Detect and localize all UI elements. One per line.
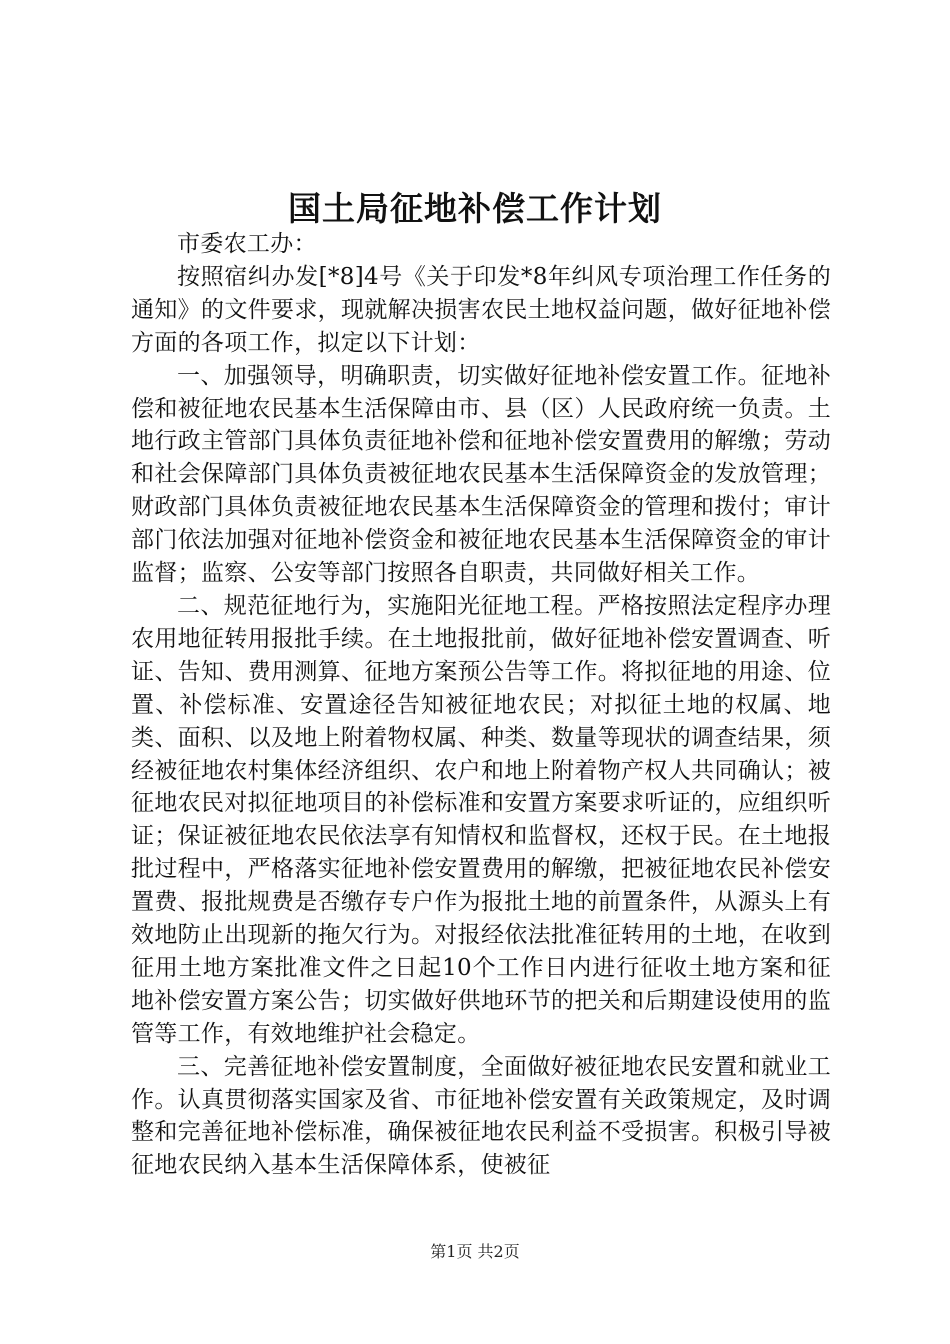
paragraph-intro: 按照宿纠办发[*8]4号《关于印发*8年纠风专项治理工作任务的通知》的文件要求，现就解决损害农民土地权益问题，做好征地补偿方面的各项工作，拟定以下计划：	[131, 263, 831, 356]
paragraph-section-1: 一、加强领导，明确职责，切实做好征地补偿安置工作。征地补偿和被征地农民基本生活保障由市、县（区）人民政府统一负责。土地行政主管部门具体负责征地补偿和征地补偿安置费用的解缴；劳动和社会保障部门具体负责被征地农民基本生活保障资金的发放管理；财政部门具体负责被征地农民基本生活保障资金的管理和拨付；审计部门依法加强对征地补偿资金和被征地农民基本生活保障资金的审计监督；监察、公安等部门按照各自职责，共同做好相关工作。	[131, 362, 831, 587]
paragraph-section-2: 二、规范征地行为，实施阳光征地工程。严格按照法定程序办理农用地征转用报批手续。在土地报批前，做好征地补偿安置调查、听证、告知、费用测算、征地方案预公告等工作。将拟征地的用途、位置、补偿标准、安置途径告知被征地农民；对拟征土地的权属、地类、面积、以及地上附着物权属、种类、数量等现状的调查结果，须经被征地农村集体经济组织、农户和地上附着物产权人共同确认；被征地农民对拟征地项目的补偿标准和安置方案要求听证的，应组织听证；保证被征地农民依法享有知情权和监督权，还权于民。在土地报批过程中，严格落实征地补偿安置费用的解缴，把被征地农民补偿安置费、报批规费是否缴存专户作为报批土地的前置条件，从源头上有效地防止出现新的拖欠行为。对报经依法批准征转用的土地，在收到征用土地方案批准文件之日起10个工作日内进行征收土地方案和征地补偿安置方案公告；切实做好供地环节的把关和后期建设使用的监管等工作，有效地维护社会稳定。	[131, 592, 831, 1047]
paragraph-section-3: 三、完善征地补偿安置制度，全面做好被征地农民安置和就业工作。认真贯彻落实国家及省、市征地补偿安置有关政策规定，及时调整和完善征地补偿标准，确保被征地农民利益不受损害。积极引导被征地农民纳入基本生活保障体系，使被征	[131, 1053, 831, 1179]
document-body	[131, 228, 831, 1182]
page-footer: 第1页 共2页	[430, 1242, 520, 1261]
salutation: 市委农工办：	[177, 231, 317, 257]
document-title: 国土局征地补偿工作计划	[288, 189, 662, 228]
